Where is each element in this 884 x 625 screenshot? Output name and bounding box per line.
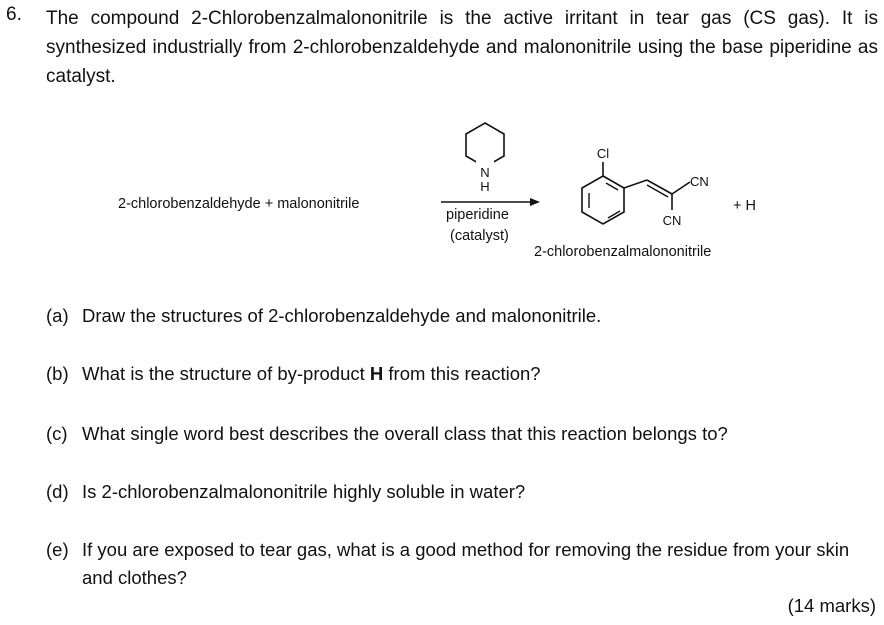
piperidine-h-label: H (480, 179, 490, 194)
part-b-text (82, 360, 872, 388)
part-a (46, 302, 878, 330)
reactants-label: 2-chlorobenzaldehyde + malononitrile (118, 196, 360, 212)
question-intro-text: The compound 2-Chlorobenzalmalononitrile is the active irritant in tear gas (CS gas). It is synthesized industrially from 2-chlorobenzaldehyde and malononitrile using the base piperidine as catalyst. (46, 8, 878, 87)
part-a-text: Draw the structures of 2-chlorobenzaldehyde and malononitrile. (82, 305, 602, 326)
part-d-letter: (d) (46, 481, 69, 502)
reaction-diagram (0, 120, 884, 270)
part-b (46, 360, 878, 388)
part-c (46, 420, 878, 448)
nitrile-bottom-label: CN (662, 213, 682, 228)
chlorine-label: Cl (596, 146, 610, 161)
part-b-byproduct-h: H (369, 363, 384, 384)
part-a-letter: (a) (46, 305, 69, 326)
part-d (46, 478, 878, 506)
nitrile-bond-top (672, 182, 690, 194)
vinyl-bond (624, 180, 647, 188)
part-e-text: If you are exposed to tear gas, what is a good method for removing the residue from your skin and clothes? (82, 539, 850, 588)
part-c-text: What single word best describes the overall class that this reaction belongs to? (82, 423, 728, 444)
nitrile-top-label: CN (690, 174, 709, 189)
piperidine-n-label: N (480, 165, 490, 180)
part-b-text-pre: What is the structure of by-product (82, 363, 370, 384)
catalyst-note: (catalyst) (450, 228, 509, 244)
total-marks: (14 marks) (787, 595, 876, 616)
byproduct-label: + H (733, 198, 756, 214)
piperidine-ring (466, 123, 504, 167)
part-e-letter: (e) (46, 539, 69, 560)
part-d-text: Is 2-chlorobenzalmalononitrile highly soluble in water? (82, 481, 526, 502)
part-b-letter: (b) (46, 363, 69, 384)
catalyst-name: piperidine (446, 207, 509, 223)
reaction-scheme (0, 120, 884, 270)
part-e (46, 536, 878, 588)
part-b-text-post: from this reaction? (383, 363, 541, 384)
part-c-letter: (c) (46, 423, 68, 444)
product-name: 2-chlorobenzalmalononitrile (534, 244, 712, 260)
arrow-head (530, 198, 540, 206)
question-number: 6. (6, 4, 22, 25)
